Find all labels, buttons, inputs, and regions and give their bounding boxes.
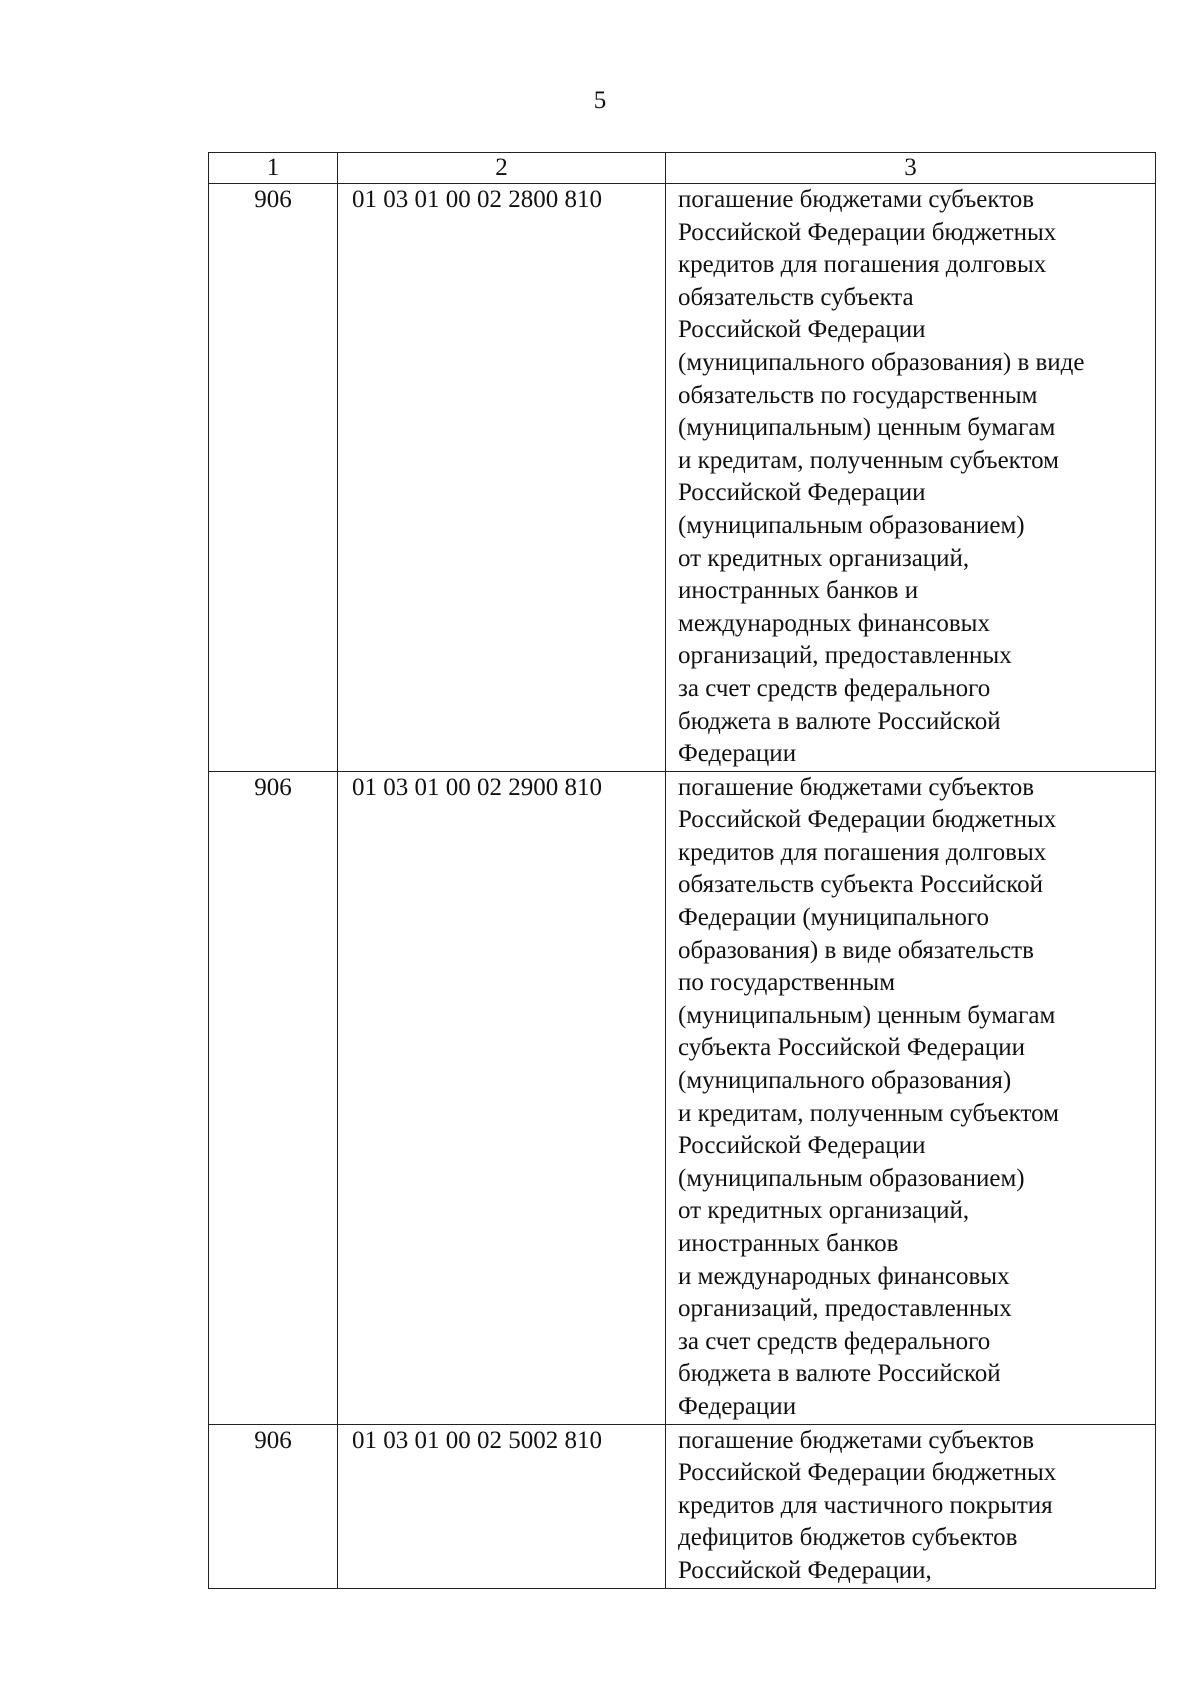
description-line: (муниципальным образованием) xyxy=(678,511,1025,539)
description-line: кредитов для погашения долговых xyxy=(678,251,1047,279)
description-line: (муниципальным) ценным бумагам xyxy=(678,414,1056,442)
description-line: Российской Федерации бюджетных xyxy=(678,806,1057,834)
description-line: Российской Федерации бюджетных xyxy=(678,218,1057,246)
column-header-2: 2 xyxy=(338,153,666,184)
description-line: Российской Федерации xyxy=(678,1132,926,1160)
description-line: за счет средств федерального xyxy=(678,1327,991,1355)
description-line: (муниципального образования) в виде xyxy=(678,348,1085,376)
description-line: (муниципальным) ценным бумагам xyxy=(678,1001,1056,1029)
description-line: субъекта Российской Федерации xyxy=(678,1034,1025,1062)
description-line: от кредитных организаций, xyxy=(678,544,970,572)
description-line: Федерации xyxy=(678,740,797,768)
admin-code-cell: 906 xyxy=(209,771,338,1424)
description-line: погашение бюджетами субъектов xyxy=(678,186,1035,213)
description-line: (муниципального образования) xyxy=(678,1067,1012,1095)
description-line: иностранных банков xyxy=(678,1230,899,1257)
kbk-code-cell: 01 03 01 00 02 5002 810 xyxy=(338,1424,666,1588)
description-line: по государственным xyxy=(678,969,896,997)
description-line: международных финансовых xyxy=(678,609,990,637)
description-line: Российской Федерации xyxy=(678,316,926,344)
table-body xyxy=(209,184,1156,1589)
description-line: кредитов для частичного покрытия xyxy=(678,1491,1053,1519)
description-line: бюджета в валюте Российской xyxy=(678,1360,1001,1388)
description-line: Российской Федерации, xyxy=(678,1556,932,1584)
admin-code-cell: 906 xyxy=(209,184,338,772)
page-number: 5 xyxy=(593,87,607,114)
description-cell xyxy=(666,184,1156,772)
description-line: обязательств субъекта xyxy=(678,283,914,311)
description-line: организаций, предоставленных xyxy=(678,642,1012,670)
description-line: погашение бюджетами субъектов xyxy=(678,1426,1035,1454)
table-header-row xyxy=(209,153,1156,184)
description-cell xyxy=(666,771,1156,1424)
description-line: образования) в виде обязательств xyxy=(678,936,1034,964)
kbk-code-cell: 01 03 01 00 02 2900 810 xyxy=(338,771,666,1424)
table-row xyxy=(209,184,1156,772)
description-line: за счет средств федерального xyxy=(678,674,991,702)
description-line: (муниципальным образованием) xyxy=(678,1164,1025,1192)
table-row xyxy=(209,1424,1156,1588)
column-header-3: 3 xyxy=(666,153,1156,184)
description-line: Федерации (муниципального xyxy=(678,904,990,932)
description-line: обязательств субъекта Российской xyxy=(678,871,1044,899)
table-row xyxy=(209,771,1156,1424)
admin-code-cell: 906 xyxy=(209,1424,338,1588)
column-header-1: 1 xyxy=(209,153,338,184)
description-line: организаций, предоставленных xyxy=(678,1295,1012,1323)
budget-classification-table xyxy=(208,152,1156,1589)
description-line: и кредитам, полученным субъектом xyxy=(678,1099,1059,1127)
description-line: иностранных банков и xyxy=(678,577,919,605)
table-header xyxy=(209,153,1156,184)
description-cell xyxy=(666,1424,1156,1588)
description-line: Федерации xyxy=(678,1392,797,1420)
description-line: погашение бюджетами субъектов xyxy=(678,773,1035,801)
kbk-code-cell: 01 03 01 00 02 2800 810 xyxy=(338,184,666,772)
description-line: дефицитов бюджетов субъектов xyxy=(678,1524,1018,1552)
description-line: и кредитам, полученным субъектом xyxy=(678,446,1059,474)
description-line: Российской Федерации бюджетных xyxy=(678,1459,1057,1487)
description-line: от кредитных организаций, xyxy=(678,1197,970,1225)
description-line: Российской Федерации xyxy=(678,479,926,507)
description-line: обязательств по государственным xyxy=(678,381,1038,409)
description-line: и международных финансовых xyxy=(678,1262,1010,1290)
description-line: бюджета в валюте Российской xyxy=(678,707,1001,735)
description-line: кредитов для погашения долговых xyxy=(678,838,1047,866)
